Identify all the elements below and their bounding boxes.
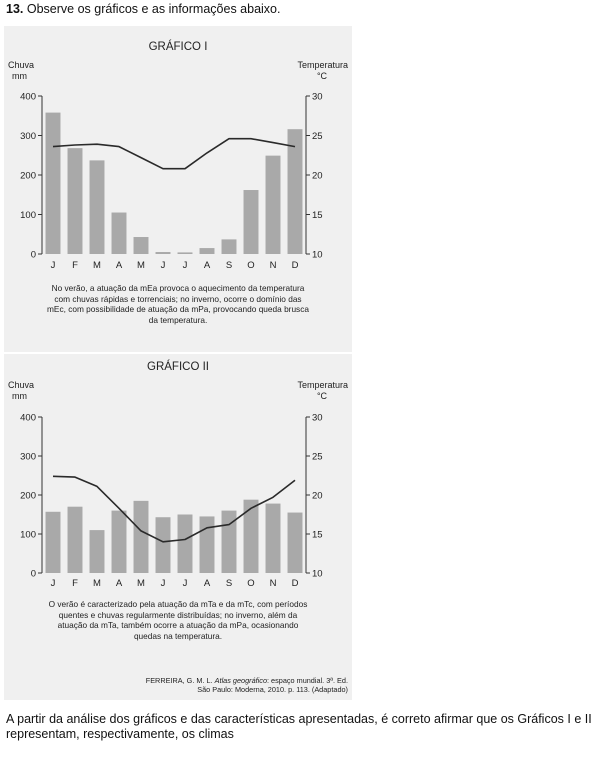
temp-tick-label: 10 <box>312 249 323 261</box>
month-label: J <box>182 260 188 271</box>
climate-chart-1 <box>4 26 352 282</box>
rain-bar <box>244 500 259 573</box>
rain-bar <box>68 148 83 254</box>
rain-bar <box>266 504 281 573</box>
source-rest: : espaço mundial. 3ª. Ed. <box>267 676 348 685</box>
month-label: J <box>160 578 166 589</box>
month-label: J <box>50 578 56 589</box>
rain-axis-label: Chuva <box>8 380 35 390</box>
question-title <box>6 2 280 16</box>
rain-bar <box>156 252 171 254</box>
rain-bar <box>46 512 61 573</box>
rain-bar <box>134 237 149 254</box>
rain-tick-label: 400 <box>20 91 36 103</box>
chart-2-caption: O verão é caracterizado pela atuação da mTa e da mTc, com períodos quentes e chuvas regularmente distribuídas; no inverno, além da atuação da mTa, também ocorre a atuação da mPa, ocasionando quedas na temperatura. <box>48 599 308 641</box>
rain-bar <box>178 252 193 254</box>
temp-tick-label: 30 <box>312 412 323 424</box>
climate-chart-2 <box>4 354 352 598</box>
rain-bar <box>244 190 259 254</box>
month-label: A <box>115 578 123 589</box>
temp-tick-label: 20 <box>312 490 323 502</box>
rain-bar <box>288 129 303 254</box>
temperature-line <box>53 476 295 542</box>
month-label: S <box>225 578 233 589</box>
temp-tick-label: 25 <box>312 451 323 463</box>
source-title: Atlas geográfico <box>214 676 267 685</box>
rain-bar <box>112 511 127 573</box>
rain-axis-unit: mm <box>12 391 27 401</box>
month-label: M <box>137 578 145 589</box>
month-label: N <box>269 578 277 589</box>
rain-tick-label: 200 <box>20 170 36 182</box>
rain-bar <box>68 507 83 573</box>
month-label: A <box>203 260 211 271</box>
temp-axis-label: Temperatura <box>297 60 348 70</box>
temp-axis-unit: °C <box>316 391 328 401</box>
question-instruction: Observe os gráficos e as informações abaixo. <box>26 2 281 16</box>
rain-bar <box>222 239 237 254</box>
rain-tick-label: 100 <box>20 210 36 221</box>
source-line2: São Paulo: Moderna, 2010. p. 113. (Adaptado) <box>197 685 348 695</box>
chart-panel-2 <box>4 354 352 700</box>
temp-tick-label: 25 <box>312 131 323 142</box>
month-label: N <box>269 260 277 271</box>
month-label: F <box>72 260 78 271</box>
rain-bar <box>90 530 105 573</box>
month-label: D <box>291 578 299 589</box>
rain-bar <box>266 156 281 254</box>
month-label: F <box>72 578 78 589</box>
month-label: M <box>93 260 101 271</box>
month-label: O <box>247 578 255 589</box>
rain-bar <box>200 248 215 254</box>
month-label: J <box>160 260 166 271</box>
rain-axis-unit: mm <box>12 71 27 81</box>
rain-tick-label: 200 <box>20 490 36 502</box>
rain-tick-label: 300 <box>20 131 36 142</box>
temp-tick-label: 15 <box>312 210 323 221</box>
month-label: M <box>137 260 145 271</box>
rain-bar <box>90 160 105 254</box>
rain-tick-label: 300 <box>20 451 36 463</box>
question-number: 13. <box>6 2 24 16</box>
rain-tick-label: 0 <box>30 249 36 261</box>
rain-tick-label: 400 <box>20 412 36 424</box>
month-label: O <box>247 260 255 271</box>
temp-tick-label: 10 <box>312 568 323 580</box>
temp-tick-label: 20 <box>312 170 323 182</box>
rain-bar <box>46 113 61 254</box>
question-prompt: A partir da análise dos gráficos e das características apresentadas, é correto afirmar que os Gráficos I e II representam, respectivamente, os climas <box>6 712 592 741</box>
temp-axis-unit: °C <box>316 71 328 81</box>
temp-tick-label: 15 <box>312 529 323 541</box>
month-label: A <box>115 260 123 271</box>
rain-bar <box>112 213 127 254</box>
chart-panel-1 <box>4 26 352 352</box>
month-label: J <box>50 260 56 271</box>
chart-title: GRÁFICO II <box>147 361 209 373</box>
rain-bar <box>178 515 193 574</box>
rain-tick-label: 0 <box>30 568 36 580</box>
temp-tick-label: 30 <box>312 91 323 103</box>
source-citation <box>48 676 348 695</box>
rain-axis-label: Chuva <box>8 60 35 70</box>
month-label: S <box>225 260 233 271</box>
rain-bar <box>156 517 171 573</box>
rain-tick-label: 100 <box>20 529 36 541</box>
chart-title: GRÁFICO I <box>148 41 208 53</box>
temperature-line <box>53 139 295 169</box>
temp-axis-label: Temperatura <box>297 380 348 390</box>
chart-1-caption: No verão, a atuação da mEa provoca o aquecimento da temperatura com chuvas rápidas e torrenciais; no inverno, ocorre o domínio das mEc, com possibilidade de atuação da mPa, provocando queda brusca da temperatura. <box>47 283 309 325</box>
rain-bar <box>200 516 215 573</box>
month-label: J <box>182 578 188 589</box>
source-author: FERREIRA, G. M. L. <box>145 676 213 685</box>
month-label: A <box>203 578 211 589</box>
month-label: D <box>291 260 299 271</box>
rain-bar <box>288 513 303 573</box>
rain-bar <box>134 501 149 573</box>
month-label: M <box>93 578 101 589</box>
